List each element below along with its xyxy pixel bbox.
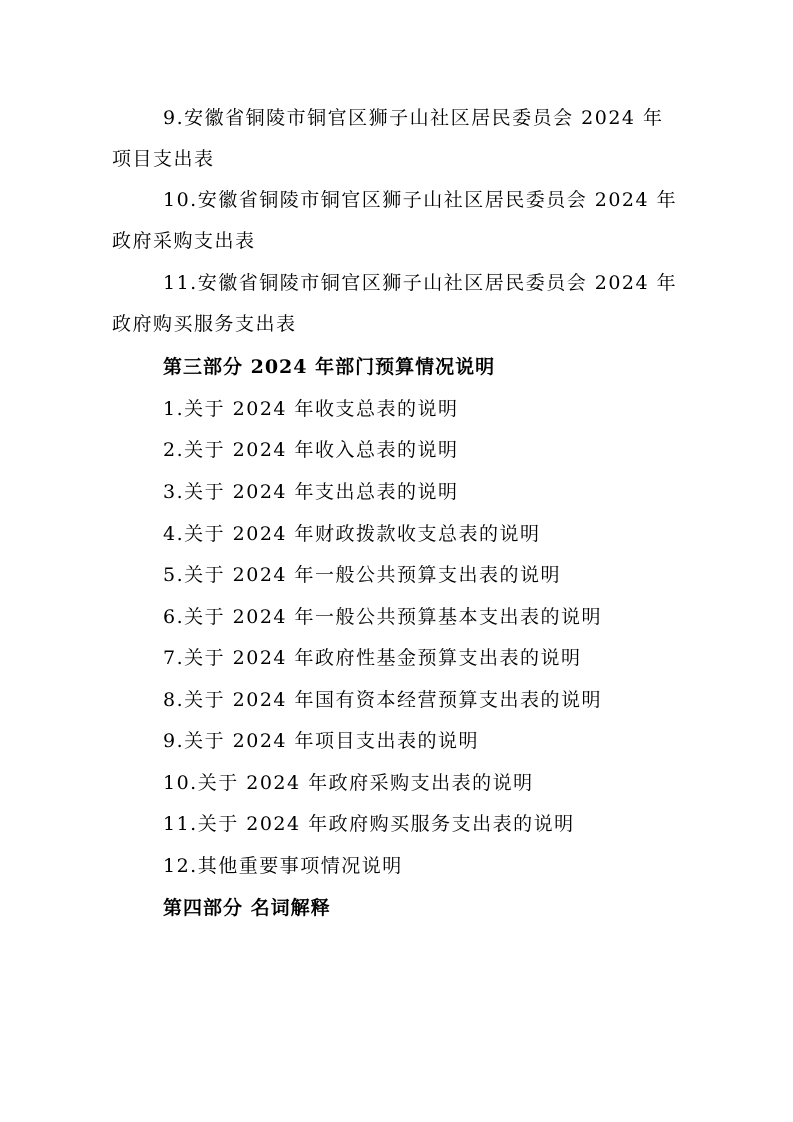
part4-heading: 第四部分 名词解释	[163, 897, 331, 919]
part3-item: 8.关于 2024 年国有资本经营预算支出表的说明	[163, 689, 603, 711]
part3-item: 11.关于 2024 年政府购买服务支出表的说明	[163, 813, 575, 835]
toc-item-11-line2: 政府购买服务支出表	[112, 313, 297, 335]
toc-item-9-line2: 项目支出表	[112, 148, 215, 170]
toc-item-11-line1: 11.安徽省铜陵市铜官区狮子山社区居民委员会 2024 年	[163, 272, 678, 294]
part3-item: 10.关于 2024 年政府采购支出表的说明	[163, 772, 534, 794]
toc-item-9-line1: 9.安徽省铜陵市铜官区狮子山社区居民委员会 2024 年	[163, 107, 664, 129]
part3-item: 5.关于 2024 年一般公共预算支出表的说明	[163, 564, 562, 586]
part3-item: 2.关于 2024 年收入总表的说明	[163, 439, 459, 461]
part3-item: 7.关于 2024 年政府性基金预算支出表的说明	[163, 647, 582, 669]
part3-item: 12.其他重要事项情况说明	[163, 855, 403, 877]
part3-heading: 第三部分 2024 年部门预算情况说明	[163, 356, 496, 378]
part3-item: 3.关于 2024 年支出总表的说明	[163, 481, 459, 503]
part3-item: 9.关于 2024 年项目支出表的说明	[163, 730, 480, 752]
toc-item-10-line2: 政府采购支出表	[112, 230, 256, 252]
part3-item: 1.关于 2024 年收支总表的说明	[163, 398, 459, 420]
part3-item: 4.关于 2024 年财政拨款收支总表的说明	[163, 523, 541, 545]
part3-item: 6.关于 2024 年一般公共预算基本支出表的说明	[163, 606, 603, 628]
toc-item-10-line1: 10.安徽省铜陵市铜官区狮子山社区居民委员会 2024 年	[163, 189, 678, 211]
